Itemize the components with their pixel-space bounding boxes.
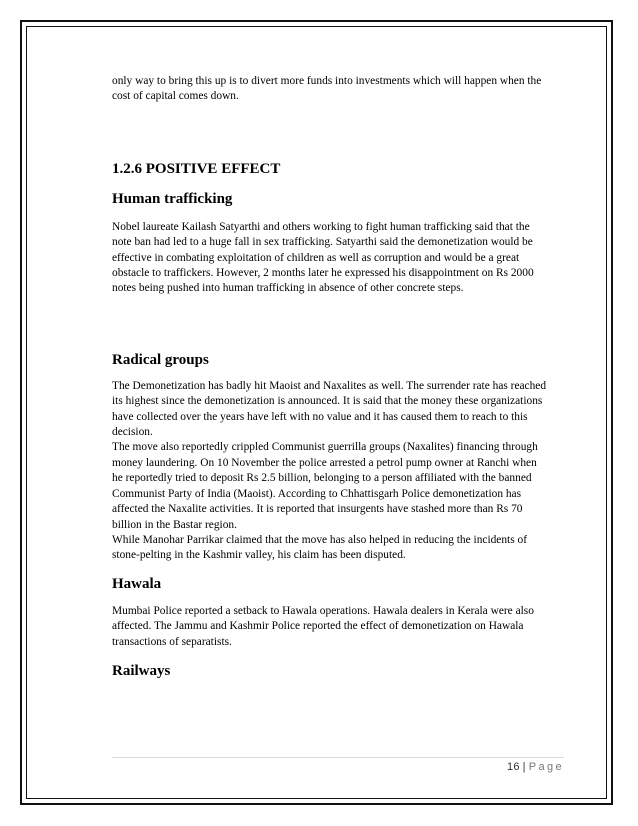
heading-human-trafficking: Human trafficking — [112, 190, 233, 207]
heading-radical-groups: Radical groups — [112, 351, 209, 368]
heading-hawala: Hawala — [112, 575, 162, 592]
footer-separator: | — [522, 761, 526, 773]
paragraph-radical-groups-3: While Manohar Parrikar claimed that the move has also helped in reducing the incidents of stone-pelting in the Kashmir valley, his claim has been disputed. — [112, 533, 527, 562]
paragraph-radical-groups-1: The Demonetization has badly hit Maoist and Naxalites as well. The surrender rate has reached its highest since the demonetization is announced. It is said that the money these organizations have collected over the years have left with no value and it has caused them to reach to this decision. — [112, 379, 547, 439]
page-footer — [507, 761, 564, 773]
page-label: Page — [528, 761, 564, 773]
paragraph-hawala: Mumbai Police reported a setback to Hawala operations. Hawala dealers in Kerala were also affected. The Jammu and Kashmir Police reported the effect of demonetization on Hawala transactions of separatists. — [112, 604, 534, 648]
heading-railways: Railways — [112, 662, 171, 679]
intro-paragraph: only way to bring this up is to divert more funds into investments which will happen when the cost of capital comes down. — [112, 75, 542, 103]
page-content — [112, 74, 547, 680]
paragraph-human-trafficking: Nobel laureate Kailash Satyarthi and others working to fight human trafficking said that the note ban had led to a huge fall in sex trafficking. Satyarthi said the demonetization would be effective in combating exploitation of children as well as corruption and would be a great obstacle to traffickers. However, 2 months later he expressed his disappointment on Rs 2000 notes being pushed into human trafficking in absence of other concrete steps. — [112, 220, 534, 295]
footer-divider — [112, 757, 564, 758]
paragraph-radical-groups-2: The move also reportedly crippled Communist guerrilla groups (Naxalites) financing through money laundering. On 10 November the police arrested a petrol pump owner at Ranchi when he reportedly tried to deposit Rs 2.5 billion, belonging to a person affiliated with the banned Communist Party of India (Maoist). According to Chhattisgarh Police demonetization has affected the Naxalite activities. It is reported that insurgents have stashed more than Rs 70 billion in the Bastar region. — [112, 441, 538, 531]
page-number: 16 — [507, 761, 520, 773]
section-title: 1.2.6 POSITIVE EFFECT — [112, 160, 281, 177]
